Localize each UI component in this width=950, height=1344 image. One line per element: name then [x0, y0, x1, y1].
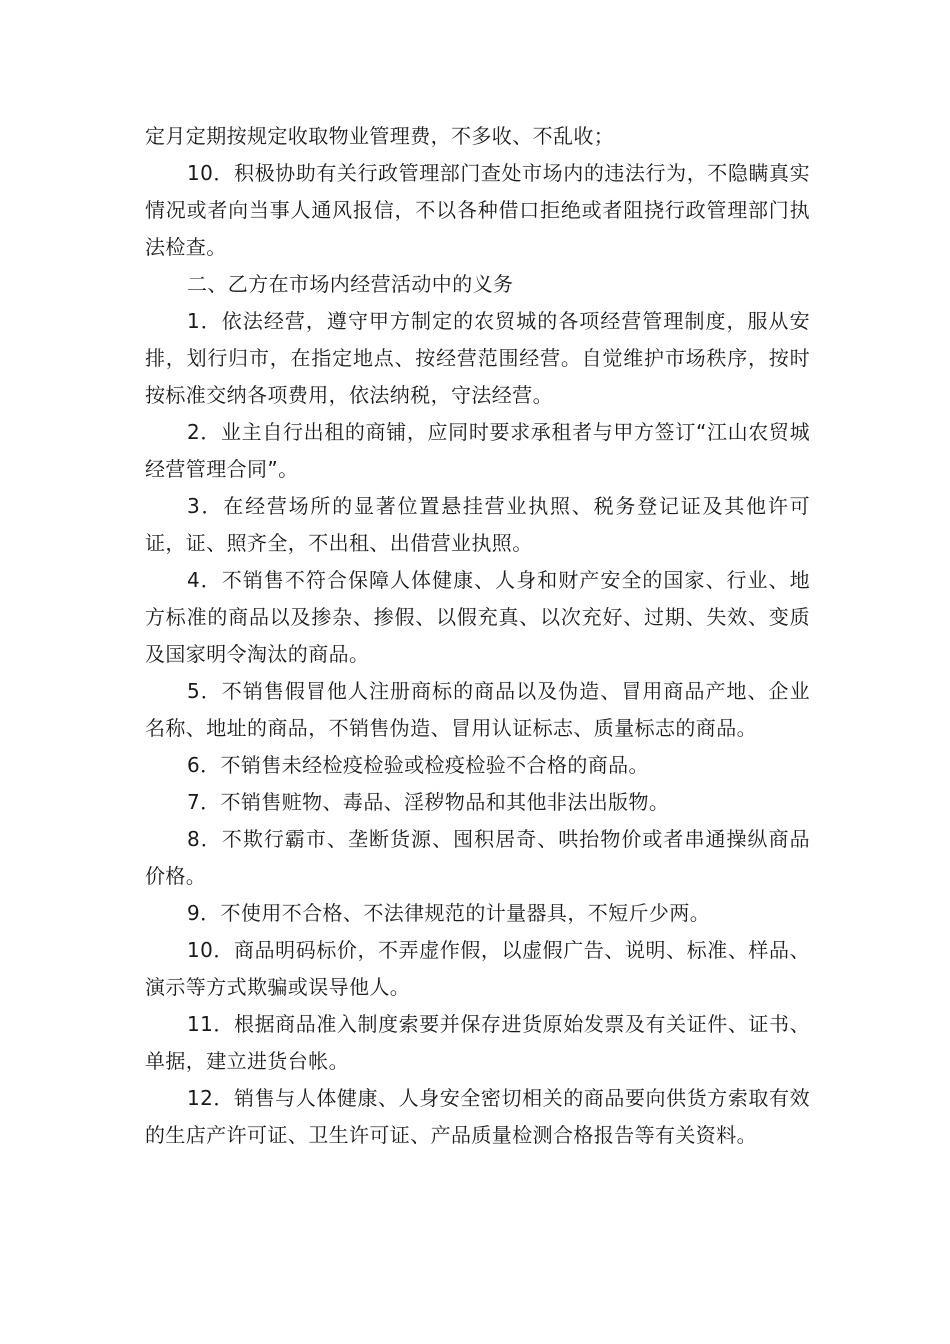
paragraph-6: 3．在经营场所的显著位置悬挂营业执照、税务登记证及其他许可证，证、照齐全，不出租、出借营业执照。 — [145, 494, 810, 555]
paragraph-12: 9．不使用不合格、不法律规范的计量器具，不短斤少两。 — [187, 901, 711, 925]
document-body — [145, 118, 810, 1154]
paragraph-1: 定月定期按规定收取物业管理费，不多收、不乱收； — [145, 124, 615, 148]
paragraph-4: 1．依法经营，遵守甲方制定的农贸城的各项经营管理制度，服从安排，划行归市，在指定地点、按经营范围经营。自觉维护市场秩序，按时按标准交纳各项费用，依法纳税，守法经营。 — [145, 309, 810, 407]
section-heading: 二、乙方在市场内经营活动中的义务 — [187, 272, 514, 296]
paragraph-5: 2．业主自行出租的商铺，应同时要求承租者与甲方签订“江山农贸城经营管理合同”。 — [145, 420, 810, 481]
paragraph-11: 8．不欺行霸市、垄断货源、囤积居奇、哄抬物价或者串通操纵商品价格。 — [145, 827, 810, 888]
paragraph-13: 10．商品明码标价，不弄虚作假，以虚假广告、说明、标准、样品、演示等方式欺骗或误导他人。 — [145, 938, 810, 999]
paragraph-14: 11．根据商品准入制度索要并保存进货原始发票及有关证件、证书、单据，建立进货台帐。 — [145, 1012, 810, 1073]
paragraph-15: 12．销售与人体健康、人身安全密切相关的商品要向供货方索取有效的生店产许可证、卫生许可证、产品质量检测合格报告等有关资料。 — [145, 1086, 810, 1147]
paragraph-10: 7．不销售赃物、毒品、淫秽物品和其他非法出版物。 — [187, 790, 670, 814]
paragraph-2: 10．积极协助有关行政管理部门查处市场内的违法行为，不隐瞒真实情况或者向当事人通风报信，不以各种借口拒绝或者阻挠行政管理部门执法检查。 — [145, 161, 810, 259]
paragraph-8: 5．不销售假冒他人注册商标的商品以及伪造、冒用商品产地、企业名称、地址的商品，不销售伪造、冒用认证标志、质量标志的商品。 — [145, 679, 810, 740]
paragraph-7: 4．不销售不符合保障人体健康、人身和财产安全的国家、行业、地方标准的商品以及掺杂、掺假、以假充真、以次充好、过期、失效、变质及国家明令淘汰的商品。 — [145, 568, 810, 666]
paragraph-9: 6．不销售未经检疫检验或检疫检验不合格的商品。 — [187, 753, 649, 777]
